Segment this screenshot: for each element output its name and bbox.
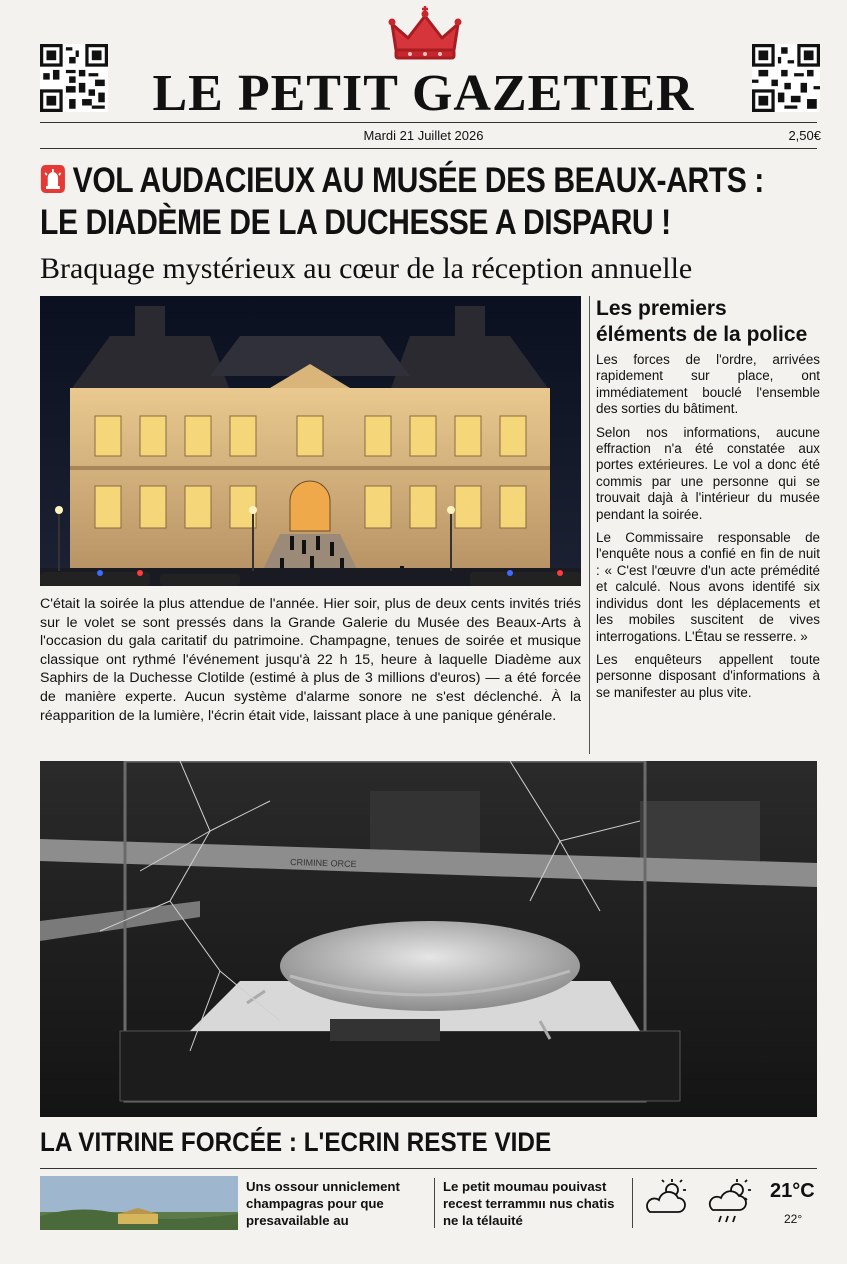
teaser-1[interactable]: Uns ossour unniclement champagras pour que presavailable au	[246, 1179, 400, 1228]
sidebar-paragraph: Les forces de l'ordre, arrivées rapidement sur place, ont immédiatement bouclé l'ensemble des sorties du bâtiment.	[596, 352, 820, 417]
sidebar-paragraph: Selon nos informations, aucune effraction n'a été constatée aux portes extérieures. Le vol a donc été commis par une personne qui se trouvait dajà à l'intérieur du musée pendant la soirée.	[596, 424, 820, 522]
masthead-rule-top	[40, 122, 817, 123]
rain-cloud-icon	[705, 1178, 755, 1226]
headline-line-1: VOL AUDACIEUX AU MUSÉE DES BEAUX-ARTS :	[40, 160, 831, 202]
temperature-high: 21°C	[770, 1180, 815, 1202]
siren-icon	[40, 164, 66, 194]
partly-cloudy-icon	[640, 1178, 692, 1216]
footer-rule	[40, 1168, 817, 1169]
sidebar-body	[596, 352, 820, 708]
headline	[40, 160, 831, 244]
footer-divider	[632, 1178, 633, 1228]
photo-caption: LA VITRINE FORCÉE : L'ECRIN RESTE VIDE	[40, 1127, 552, 1157]
masthead-title: LE PETIT GAZETIER	[152, 65, 695, 122]
teaser-2[interactable]: Le petit moumau pouivast recest terrammıı nus chatis ne la télauité	[443, 1179, 615, 1228]
crown-logo	[388, 6, 462, 64]
museum-night-photo	[40, 296, 581, 586]
masthead-rule-bottom	[40, 148, 817, 149]
lead-article-text: C'était la soirée la plus attendue de l'année. Hier soir, plus de deux cents invités triés sur le volet se sont pressés dans la Grande Galerie du Musée des Beaux-Arts à l'occasion du gala caritatif du patrimoine. Champagne, tenues de soirée et musique classique ont rythmé l'événement jusqu'à 22 h 15, heure à laquelle Diadème aux Saphirs de la Duchesse Clotilde (estimé à plus de 3 millions d'euros) — a été forcée de manière experte. Aucun système d'alarme sonore ne s'est déclenché. À la réapparition de la lumière, l'écrin était vide, laissant place à une panique générale.	[40, 596, 581, 724]
sidebar-paragraph: Les enquêteurs appellent toute personne disposant d'informations à se manifester au plus vite.	[596, 651, 820, 700]
footer-divider	[434, 1178, 435, 1228]
dateline: Mardi 21 Juillet 2026	[363, 128, 484, 143]
broken-vitrine-photo	[40, 761, 817, 1117]
sidebar-title: Les premiers éléments de la police	[596, 297, 808, 346]
teaser-thumbnail	[40, 1176, 238, 1230]
subheadline: Braquage mystérieux au cœur de la réception annuelle	[40, 252, 693, 285]
crime-tape-text: CRIMINE ORCE	[289, 857, 357, 870]
price: 2,50€	[788, 128, 821, 143]
column-divider	[589, 296, 590, 754]
headline-line-2: LE DIADÈME DE LA DUCHESSE A DISPARU !	[40, 203, 671, 242]
sidebar-paragraph: Le Commissaire responsable de l'enquête nous a confié en fin de nuit : « C'est l'œuvre d'un acte prémédité et calculé. Nous avons identifé six individus dont les déplacements et les mobiles suscitent de vives interrogations. L'Étau se resserre. »	[596, 530, 820, 644]
temperature-low: 22°	[784, 1212, 803, 1226]
